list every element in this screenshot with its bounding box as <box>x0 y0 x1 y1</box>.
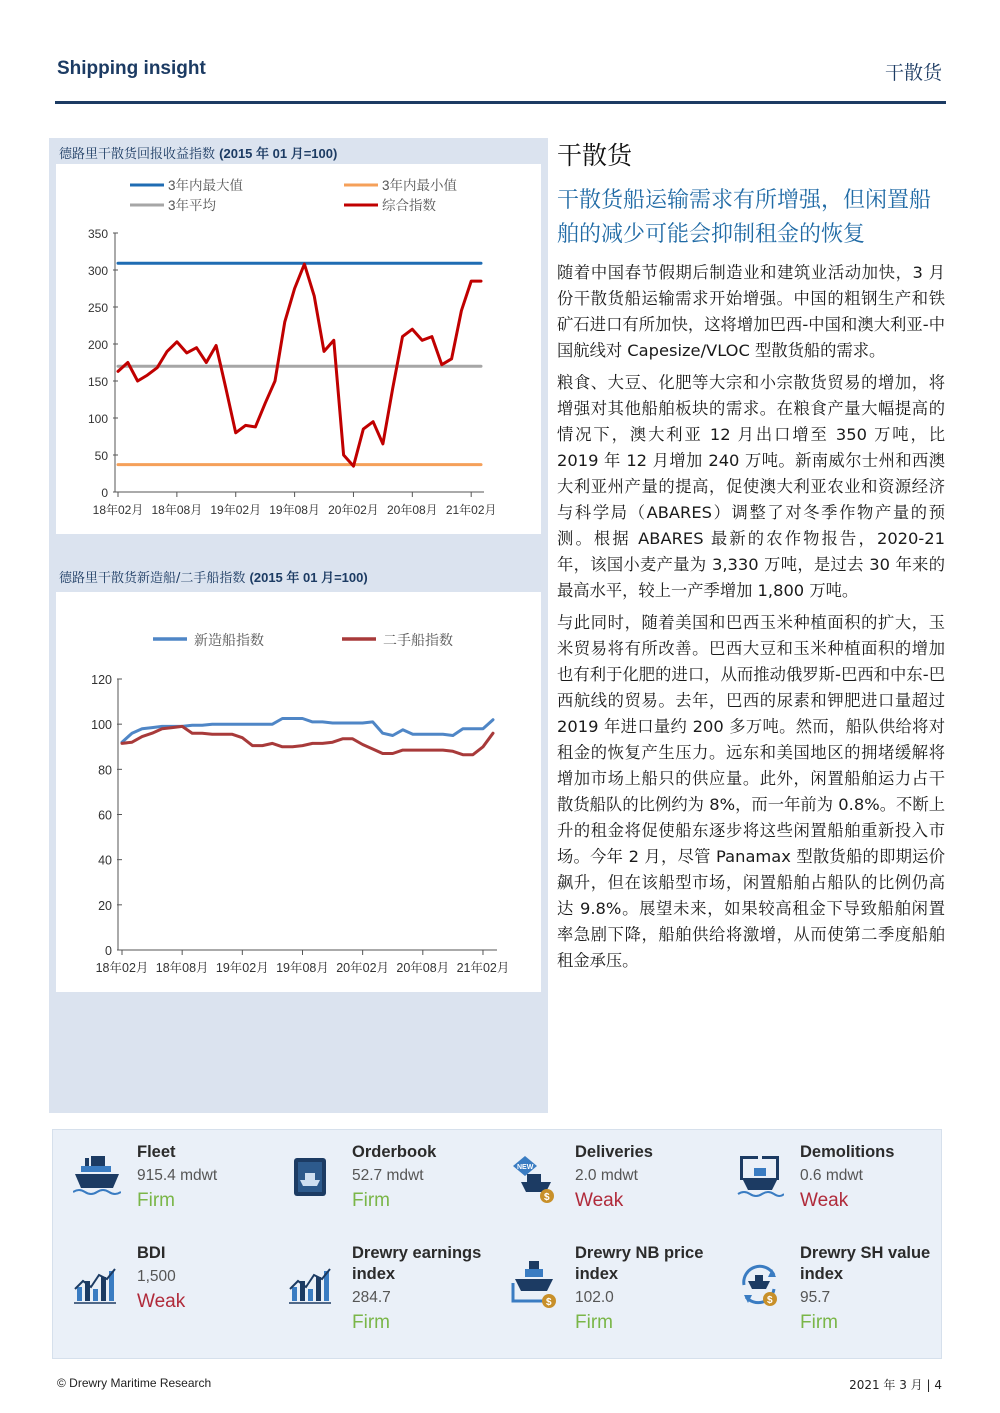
stat-sh-value-index <box>716 1243 931 1343</box>
x-tick-label: 18年02月 <box>95 961 149 975</box>
stat-value: 52.7 mdwt <box>352 1167 424 1184</box>
nb-price-icon <box>511 1259 555 1308</box>
chart2-plot-box <box>56 592 541 992</box>
legend-label-min3y: 3年内最小值 <box>382 178 458 193</box>
y-tick-label: 0 <box>101 486 108 500</box>
x-tick-label: 20年02月 <box>328 503 379 517</box>
x-tick-label: 20年08月 <box>396 961 450 975</box>
chart1-svg <box>56 164 541 534</box>
y-tick-label: 120 <box>91 673 112 687</box>
x-tick-label: 21年02月 <box>445 503 497 517</box>
y-tick-label: 150 <box>87 375 108 389</box>
article-title: 干散货 <box>557 141 633 170</box>
legend-label-composite: 综合指数 <box>382 198 436 213</box>
stat-bdi <box>53 1243 268 1343</box>
demolitions-icon <box>736 1154 780 1198</box>
section-title: 干散货 <box>884 62 942 84</box>
chart2-svg <box>56 592 541 992</box>
stat-earnings-index <box>268 1243 483 1343</box>
stat-status: Firm <box>800 1312 838 1333</box>
stat-label: Drewry SH value index <box>800 1244 931 1283</box>
stat-orderbook <box>268 1142 483 1242</box>
y-tick-label: 350 <box>87 227 108 241</box>
svg-text:$: $ <box>767 1295 773 1306</box>
y-tick-label: 80 <box>98 763 112 778</box>
deliveries-icon <box>511 1154 555 1203</box>
y-tick-label: 20 <box>98 898 112 913</box>
x-tick-label: 19年08月 <box>269 503 320 517</box>
stat-status: Firm <box>352 1312 390 1333</box>
x-tick-label: 19年08月 <box>276 961 329 975</box>
stat-label: Fleet <box>137 1143 176 1161</box>
legend-label-sh: 二手船指数 <box>383 632 453 648</box>
stat-value: 284.7 <box>352 1289 391 1306</box>
stat-label: Orderbook <box>352 1143 437 1161</box>
fleet-ship-icon <box>73 1154 117 1198</box>
stat-label: Drewry earnings index <box>352 1244 482 1283</box>
article-subtitle: 干散货船运输需求有所增强，但闲置船舶的减少可能会抑制租金的恢复 <box>557 188 932 247</box>
chart1-title-prefix: 德路里干散货回报收益指数 <box>59 147 216 162</box>
stat-status: Firm <box>575 1312 613 1333</box>
chart2-title <box>59 567 368 586</box>
publication-title: Shipping insight <box>57 58 206 79</box>
chart1-title-suffix: (2015 年 01 月=100) <box>219 146 338 161</box>
y-tick-label: 200 <box>87 338 108 352</box>
x-tick-label: 18年02月 <box>92 503 144 517</box>
sh-value-icon <box>736 1259 780 1306</box>
stat-value: 102.0 <box>575 1289 614 1306</box>
y-tick-label: 300 <box>87 264 108 278</box>
legend-label-avg3y: 3年平均 <box>168 198 217 213</box>
y-tick-label: 50 <box>94 449 108 463</box>
x-tick-label: 18年08月 <box>151 503 203 517</box>
article <box>557 138 945 980</box>
stat-nb-price-index <box>491 1243 706 1343</box>
x-tick-label: 20年02月 <box>336 961 390 975</box>
stat-fleet <box>53 1142 268 1242</box>
x-tick-label: 18年08月 <box>155 961 209 975</box>
stat-status: Weak <box>575 1190 624 1211</box>
stat-status: Firm <box>137 1190 175 1211</box>
legend-label-max3y: 3年内最大值 <box>168 178 244 193</box>
svg-text:$: $ <box>544 1192 550 1203</box>
stat-value: 0.6 mdwt <box>800 1167 863 1184</box>
earnings-chart-icon <box>288 1265 332 1309</box>
article-paragraph-1: 随着中国春节假期后制造业和建筑业活动加快，3 月份干散货船运输需求开始增强。中国的粗钢生产和铁矿石进口有所加快，这将增加巴西-中国和澳大利亚-中国航线对 Capesize/VLOC 型散货船的需求。 <box>557 263 945 360</box>
article-paragraph-3: 与此同时，随着美国和巴西玉米种植面积的扩大，玉米贸易将有所改善。巴西大豆和玉米种植面积的增加也有利于化肥的进口，从而推动俄罗斯-巴西和中东-巴西航线的贸易。去年，巴西的尿素和钾肥进口量超过 2019 年进口量约 200 多万吨。然而，船队供给将对租金的恢复产生压力。远东和美国地区的拥堵缓解将增加市场上船只的供应量。此外，闲置船舶运力占干散货船队的比例约为 8%，而一年前为 0.8%。不断上升的租金将促使船东逐步将这些闲置船舶重新投入市场。今年 2 月，尽管 Panamax 型散货船的即期运价飙升，但在该船型市场，闲置船舶占船队的比例仍高达 9.8%。展望未来，如果较高租金下导致船舶闲置率急剧下降，船舶供给将激增，从而使第二季度船舶租金承压。 <box>557 613 945 970</box>
chart-panel <box>49 138 548 1113</box>
stat-value: 95.7 <box>800 1289 831 1306</box>
y-tick-label: 250 <box>87 301 108 315</box>
stat-label: Deliveries <box>575 1143 653 1161</box>
new-badge-text: NEW <box>517 1164 534 1171</box>
series-line-sh <box>122 726 493 754</box>
header-divider <box>55 101 946 104</box>
y-tick-label: 0 <box>105 944 112 958</box>
svg-text:$: $ <box>546 1297 552 1308</box>
stat-value: 1,500 <box>137 1268 176 1285</box>
stat-value: 2.0 mdwt <box>575 1167 638 1184</box>
stat-status: Weak <box>137 1291 186 1312</box>
legend-label-nb: 新造船指数 <box>194 632 264 648</box>
x-tick-label: 19年02月 <box>210 503 262 517</box>
x-tick-label: 21年02月 <box>456 961 510 975</box>
y-tick-label: 100 <box>91 718 112 733</box>
stat-label: BDI <box>137 1244 166 1262</box>
stat-label: Drewry NB price index <box>575 1244 704 1283</box>
article-paragraph-2: 粮食、大豆、化肥等大宗和小宗散货贸易的增加，将增强对其他船舶板块的需求。在粮食产量大幅提高的情况下，澳大利亚 12 月出口增至 350 万吨，比 2019 年 12 月增加 240 万吨。新南威尔士州和西澳大利亚州产量的提高，促使澳大利亚农业和资源经济与科学局（ABARES）调整了对冬季作物产量的预测。根据 ABARES 最新的农作物报告，2020-21 年，该国小麦产量为 3,330 万吨，是过去 30 年来的最高水平，较上一产季增加 1,800 万吨。 <box>557 373 945 600</box>
footer-copyright: © Drewry Maritime Research <box>57 1376 212 1390</box>
stat-deliveries <box>491 1142 706 1242</box>
chart2-title-prefix: 德路里干散货新造船/二手船指数 <box>59 571 246 586</box>
stat-status: Weak <box>800 1190 849 1211</box>
y-tick-label: 40 <box>98 853 112 868</box>
stat-status: Firm <box>352 1190 390 1211</box>
y-tick-label: 60 <box>98 808 112 823</box>
x-tick-label: 19年02月 <box>215 961 269 975</box>
footer-date-page: 2021 年 3 月 | 4 <box>849 1378 942 1392</box>
y-tick-label: 100 <box>87 412 108 426</box>
chart1-title <box>59 143 337 162</box>
bdi-chart-icon <box>73 1265 117 1309</box>
x-tick-label: 20年08月 <box>386 503 438 517</box>
stat-demolitions <box>716 1142 931 1242</box>
stat-label: Demolitions <box>800 1143 895 1161</box>
series-line-nb <box>122 719 493 743</box>
orderbook-icon <box>288 1154 332 1198</box>
market-indicators-panel <box>52 1129 942 1359</box>
chart2-title-suffix: (2015 年 01 月=100) <box>249 570 368 585</box>
chart1-plot-box <box>56 164 541 534</box>
stat-value: 915.4 mdwt <box>137 1167 218 1184</box>
